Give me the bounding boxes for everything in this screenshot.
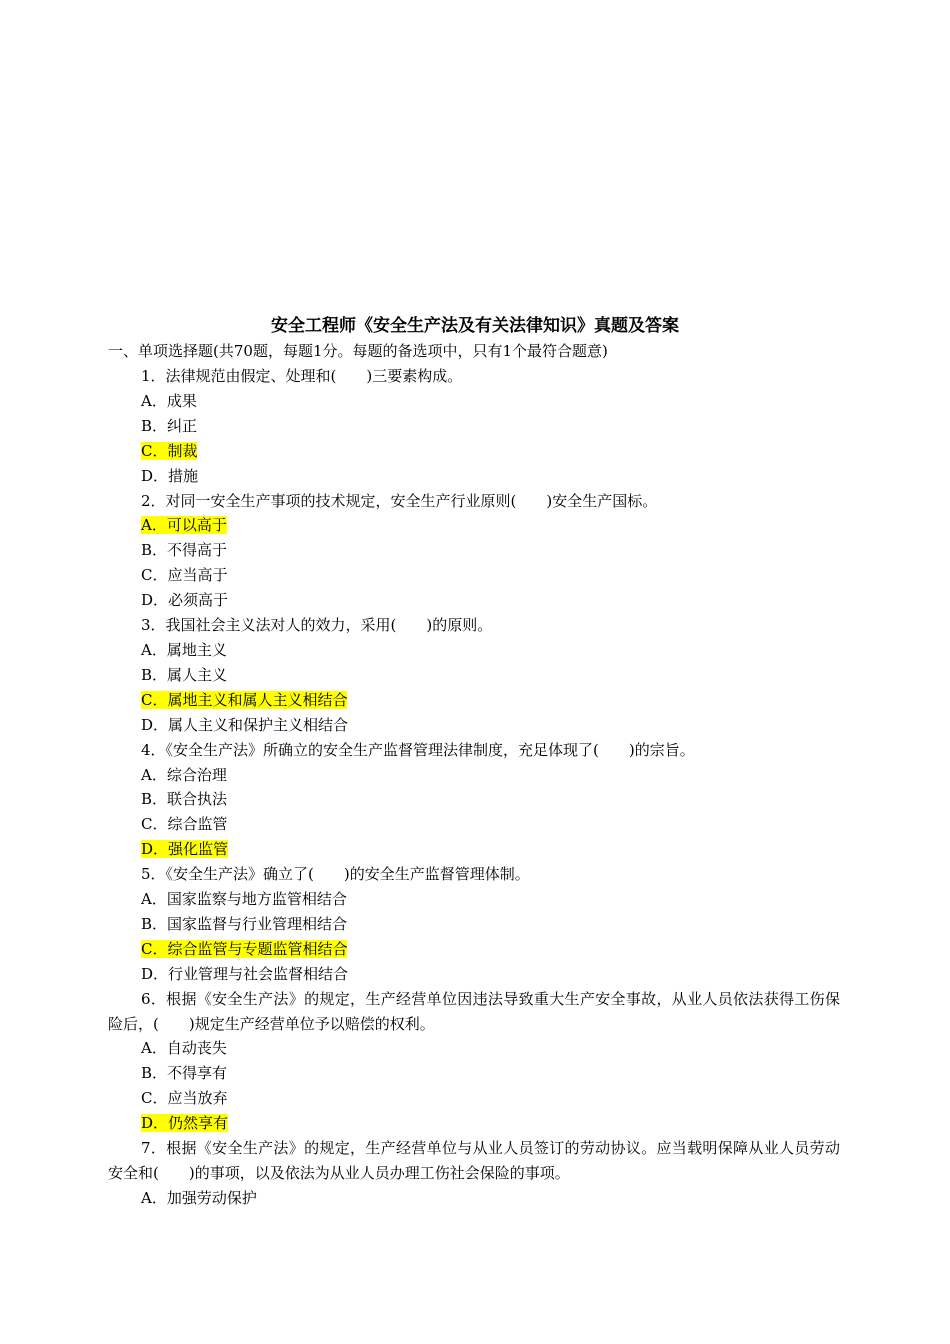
question-5: 5．《安全生产法》确立了( )的安全生产监督管理体制。 (141, 865, 530, 884)
option-5c (108, 937, 840, 962)
option-5d: D．行业管理与社会监督相结合 (141, 964, 349, 983)
option-4d (108, 837, 840, 862)
option-4c: C．综合监管 (141, 815, 228, 834)
option-1b: B．纠正 (141, 416, 198, 435)
option-3a: A．属地主义 (141, 640, 227, 659)
answer-highlight: D．仍然享有 (141, 1114, 229, 1133)
option-2a (108, 513, 840, 538)
option-6a: A．自动丧失 (141, 1039, 227, 1058)
option-5b: B．国家监督与行业管理相结合 (141, 914, 348, 933)
option-1a: A．成果 (141, 391, 197, 410)
question-7: 7．根据《安全生产法》的规定，生产经营单位与从业人员签订的劳动协议。应当载明保障从业人员劳动安全和( )的事项，以及依法为从业人员办理工伤社会保险的事项。 (108, 1139, 840, 1182)
option-2c: C．应当高于 (141, 566, 228, 585)
option-4b: B．联合执法 (141, 790, 228, 809)
option-3c (108, 688, 840, 713)
option-2b: B．不得高于 (141, 541, 228, 560)
answer-highlight: C．属地主义和属人主义相结合 (141, 690, 348, 709)
page-title: 安全工程师《安全生产法及有关法律知识》真题及答案 (271, 316, 679, 336)
option-1c (108, 439, 840, 464)
question-6: 6．根据《安全生产法》的规定，生产经营单位因违法导致重大生产安全事故，从业人员依法获得工伤保险后，( )规定生产经营单位予以赔偿的权利。 (108, 989, 840, 1033)
answer-highlight: A．可以高于 (141, 516, 227, 535)
option-3d: D．属人主义和保护主义相结合 (141, 715, 349, 734)
answer-highlight: D．强化监管 (141, 840, 229, 859)
question-2: 2．对同一安全生产事项的技术规定，安全生产行业原则( )安全生产国标。 (141, 491, 658, 510)
option-3b: B．属人主义 (141, 665, 228, 684)
option-6b: B．不得享有 (141, 1064, 228, 1083)
section-heading: 一、单项选择题(共70题，每题1分。每题的备选项中，只有1个最符合题意) (108, 342, 608, 360)
option-4a: A．综合治理 (141, 765, 227, 784)
question-4: 4．《安全生产法》所确立的安全生产监督管理法律制度，充足体现了( )的宗旨。 (141, 740, 695, 759)
answer-highlight: C．制裁 (141, 441, 198, 460)
question-list (108, 364, 840, 1211)
option-6d (108, 1111, 840, 1136)
question-3: 3．我国社会主义法对人的效力，采用( )的原则。 (141, 616, 493, 635)
option-2d: D．必须高于 (141, 591, 229, 610)
option-5a: A．国家监察与地方监管相结合 (141, 890, 347, 909)
option-6c: C．应当放弃 (141, 1089, 228, 1108)
answer-highlight: C．综合监管与专题监管相结合 (141, 939, 348, 958)
question-1: 1．法律规范由假定、处理和( )三要素构成。 (141, 367, 463, 385)
option-1d: D．措施 (141, 466, 199, 485)
option-7a: A．加强劳动保护 (141, 1188, 257, 1207)
